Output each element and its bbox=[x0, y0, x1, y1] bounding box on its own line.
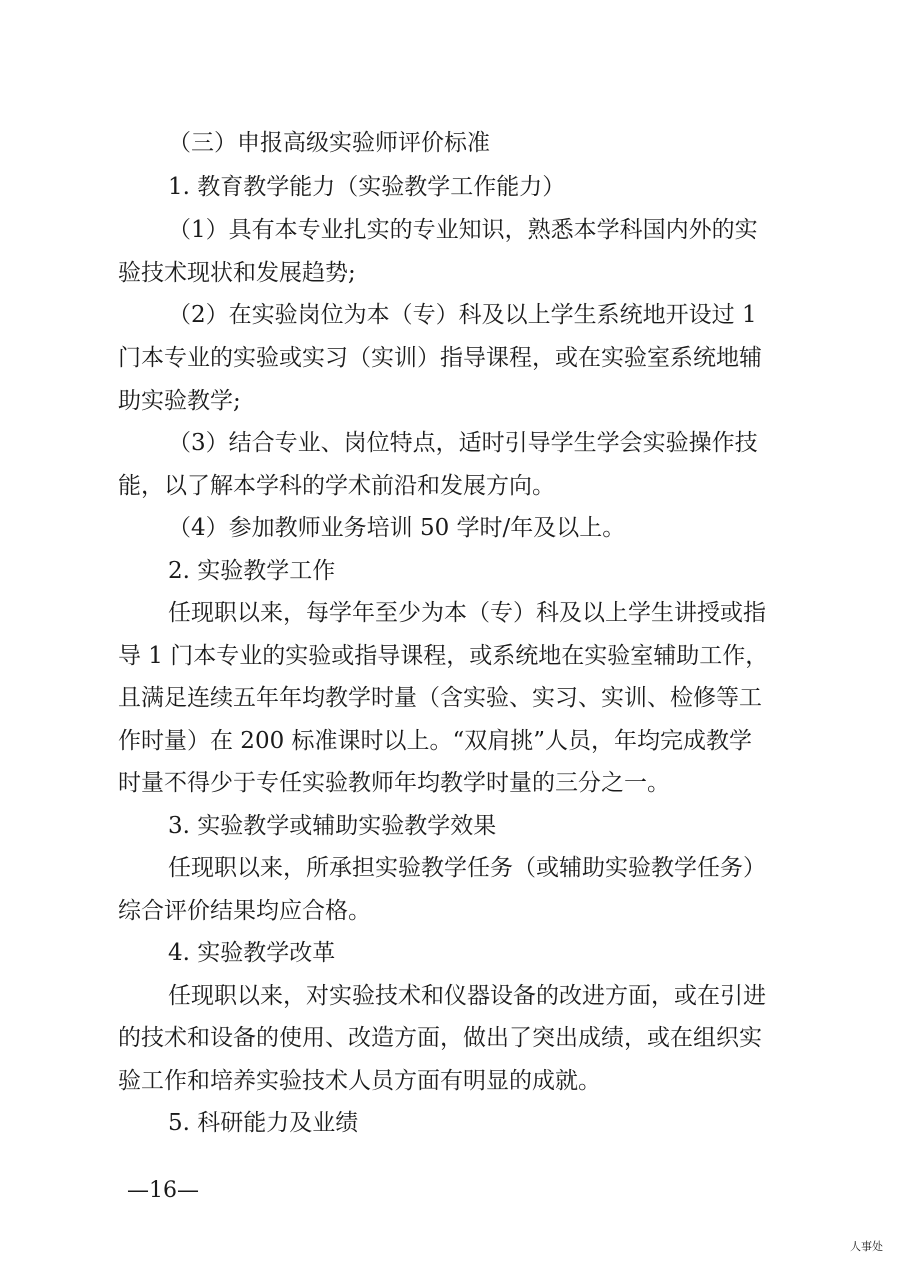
item3-body-line1: 任现职以来，所承担实验教学任务（或辅助实验教学任务） bbox=[168, 855, 766, 881]
item1-heading: 1. 教育教学能力（实验教学工作能力） bbox=[168, 174, 566, 200]
watermark-label: 人事处 bbox=[850, 1240, 883, 1253]
item1-sub4: （4）参加教师业务培训 50 学时/年及以上。 bbox=[168, 515, 626, 541]
item4-body-line3: 验工作和培养实验技术人员方面有明显的成就。 bbox=[118, 1068, 601, 1094]
item2-body-line2: 导 1 门本专业的实验或指导课程，或系统地在实验室辅助工作， bbox=[118, 643, 769, 669]
item3-heading: 3. 实验教学或辅助实验教学效果 bbox=[168, 813, 497, 839]
item3-body-line2: 综合评价结果均应合格。 bbox=[118, 898, 371, 924]
item2-body-line3: 且满足连续五年年均教学时量（含实验、实习、实训、检修等工 bbox=[118, 685, 762, 711]
item1-sub1-line1: （1）具有本专业扎实的专业知识，熟悉本学科国内外的实 bbox=[168, 217, 758, 243]
item2-body-line5: 时量不得少于专任实验教师年均教学时量的三分之一。 bbox=[118, 770, 670, 796]
item1-sub2-line3: 助实验教学; bbox=[118, 388, 241, 414]
item1-sub2-line2: 门本专业的实验或实习（实训）指导课程，或在实验室系统地辅 bbox=[118, 345, 762, 371]
item4-body-line2: 的技术和设备的使用、改造方面，做出了突出成绩，或在组织实 bbox=[118, 1025, 762, 1051]
item2-body-line4: 作时量）在 200 标准课时以上。“双肩挑”人员，年均完成教学 bbox=[118, 728, 753, 754]
item4-heading: 4. 实验教学改革 bbox=[168, 940, 336, 966]
item1-sub1-line2: 验技术现状和发展趋势; bbox=[118, 260, 356, 286]
item2-body-line1: 任现职以来，每学年至少为本（专）科及以上学生讲授或指 bbox=[168, 600, 766, 626]
section-title: （三）申报高级实验师评价标准 bbox=[168, 130, 490, 156]
page-number: —16— bbox=[127, 1178, 199, 1203]
item4-body-line1: 任现职以来，对实验技术和仪器设备的改进方面，或在引进 bbox=[168, 983, 766, 1009]
item1-sub3-line1: （3）结合专业、岗位特点，适时引导学生学会实验操作技 bbox=[168, 430, 758, 456]
item1-sub3-line2: 能，以了解本学科的学术前沿和发展方向。 bbox=[118, 473, 555, 499]
item1-sub2-line1: （2）在实验岗位为本（专）科及以上学生系统地开设过 1 bbox=[168, 302, 757, 328]
item5-heading: 5. 科研能力及业绩 bbox=[168, 1110, 359, 1136]
item2-heading: 2. 实验教学工作 bbox=[168, 558, 336, 584]
